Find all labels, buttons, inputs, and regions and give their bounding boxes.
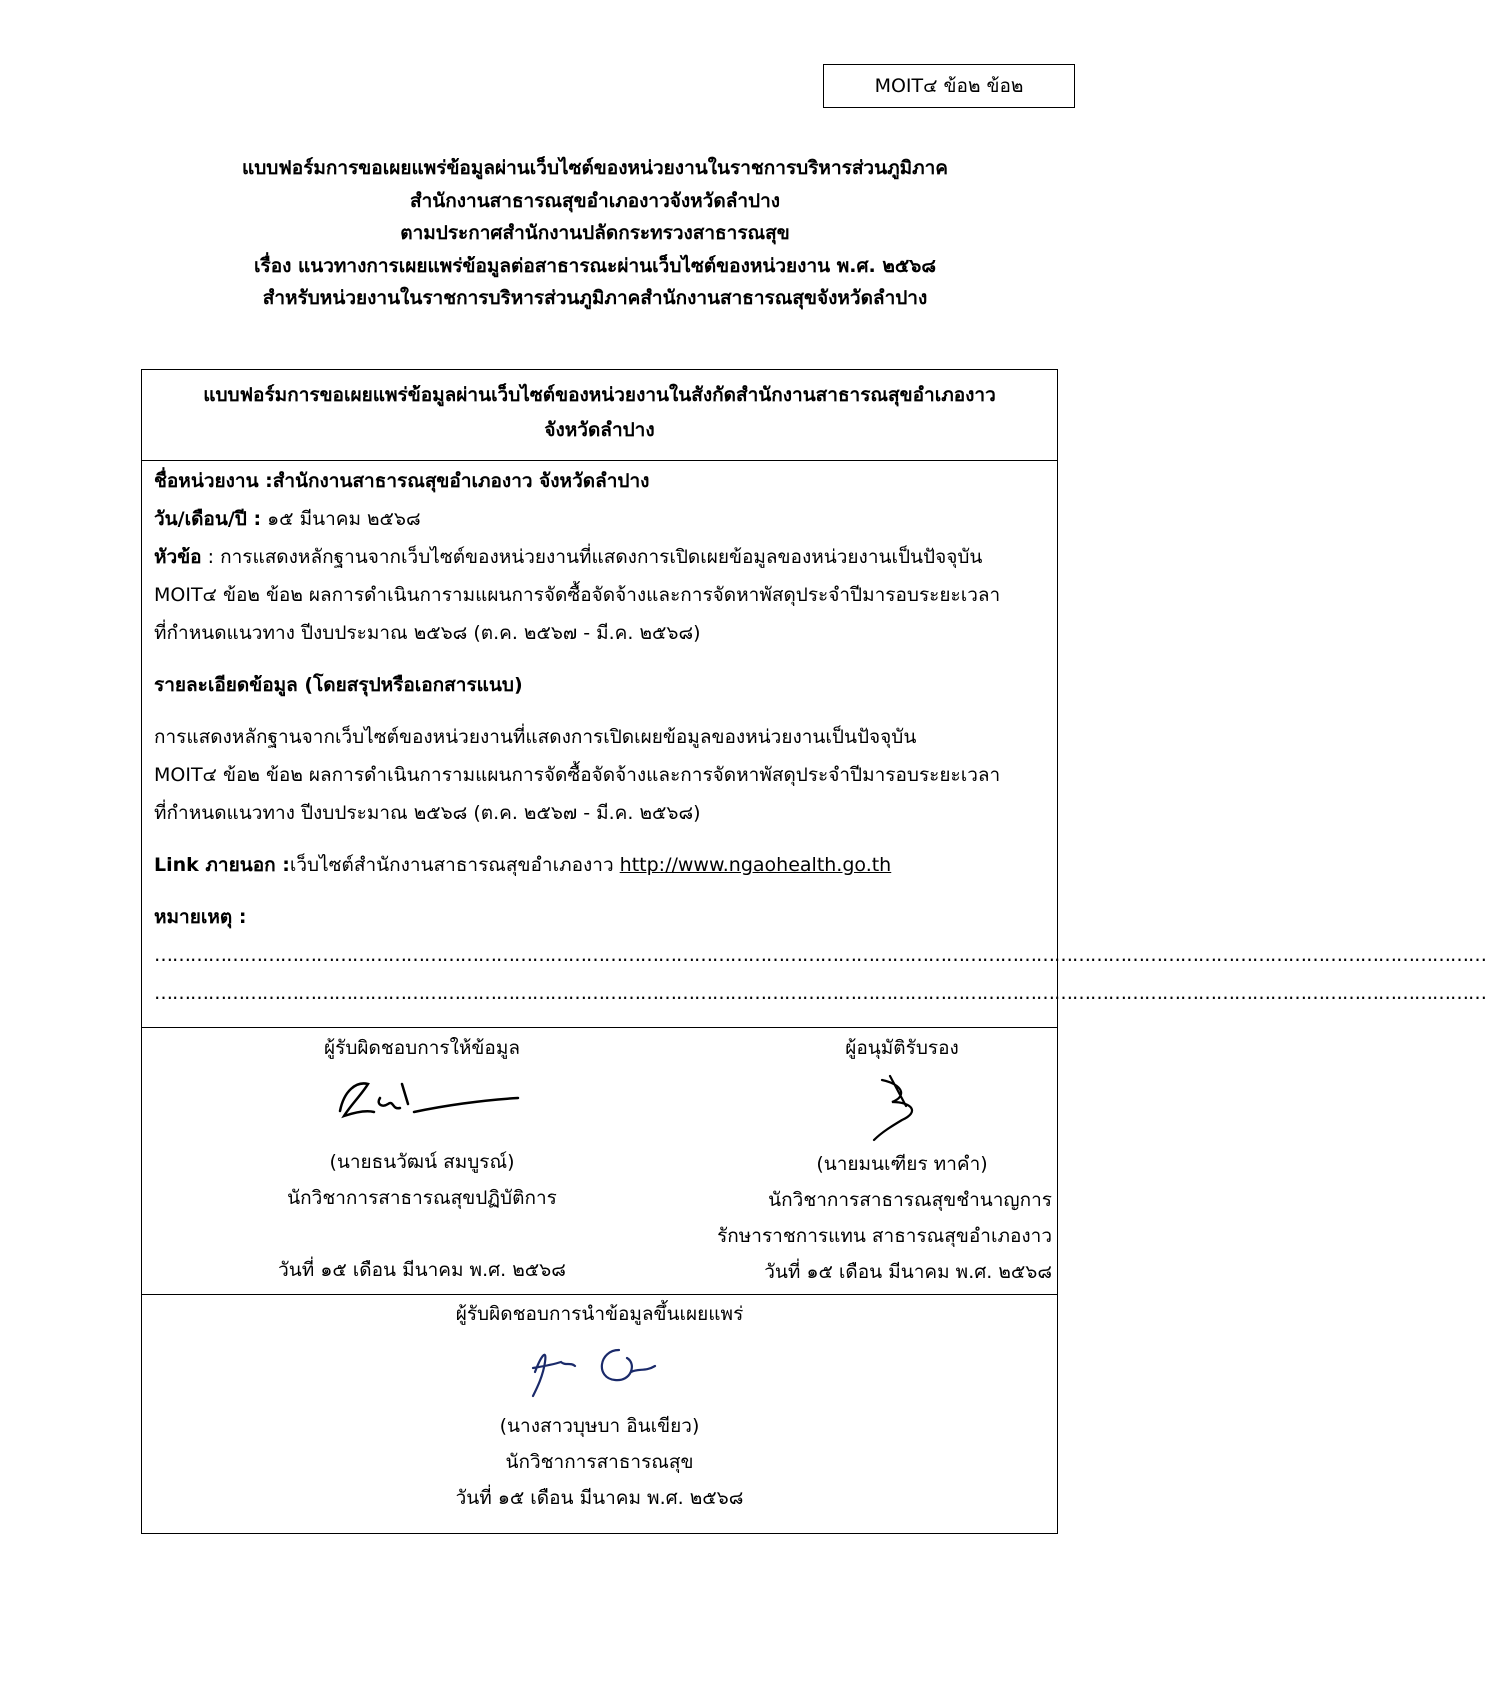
provider-position: นักวิชาการสาธารณสุขปฏิบัติการ [287,1187,557,1209]
provider-date: วันที่ ๑๕ เดือน มีนาคม พ.ศ. ๒๕๖๘ [278,1259,566,1281]
header-line-1: แบบฟอร์มการขอเผยแพร่ข้อมูลผ่านเว็บไซต์ของหน่วยงานในราชการบริหารส่วนภูมิภาค [241,157,949,179]
header-line-2: สำนักงานสาธารณสุขอำเภองาวจังหวัดลำปาง [409,189,781,212]
topic-line-3: ที่กำหนดแนวทาง ปีงบประมาณ ๒๕๖๘ (ต.ค. ๒๕๖๗ - มี.ค. ๒๕๖๘) [154,622,701,644]
approver-role: ผู้อนุมัติรับรอง [845,1037,959,1059]
link-description: เว็บไซต์สำนักงานสาธารณสุขอำเภองาว [289,854,614,876]
approver-position: นักวิชาการสาธารณสุขชำนาญการ [768,1189,1052,1211]
header-line-3: ตามประกาศสำนักงานปลัดกระทรวงสาธารณสุข [400,222,790,244]
topic-line-1 [154,538,1049,576]
provider-role: ผู้รับผิดชอบการให้ข้อมูล [324,1037,520,1059]
website-link[interactable]: http://www.ngaohealth.go.th [619,854,892,876]
divider-title [142,460,1057,461]
publisher-name: (นางสาวบุษบา อินเขียว) [499,1415,700,1437]
details-line-1: การแสดงหลักฐานจากเว็บไซต์ของหน่วยงานที่แสดงการเปิดเผยข้อมูลของหน่วยงานเป็นปัจจุบัน [154,726,917,748]
remarks-dots-2: …………………………………………………………………………………………………………………………………………………………………………………………………… [154,982,1486,1004]
publisher-role: ผู้รับผิดชอบการนำข้อมูลขึ้นเผยแพร่ [455,1303,744,1325]
approver-name: (นายมนเฑียร ทาคำ) [816,1153,988,1175]
document-header [100,152,1090,315]
link-line [154,846,1049,884]
publisher-signature-icon [515,1332,685,1402]
divider-publisher [142,1294,1057,1295]
divider-signatures [142,1027,1057,1028]
link-label: Link ภายนอก : [154,854,290,876]
form-title [142,378,1057,448]
approver-date: วันที่ ๑๕ เดือน มีนาคม พ.ศ. ๒๕๖๘ [764,1261,1052,1283]
header-line-4: เรื่อง แนวทางการเผยแพร่ข้อมูลต่อสาธารณะผ่านเว็บไซต์ของหน่วยงาน พ.ศ. ๒๕๖๘ [254,254,936,277]
document-code-box [823,64,1075,108]
remarks-dots-1: …………………………………………………………………………………………………………………………………………………………………………………………………… [154,944,1486,966]
date-line [154,500,1049,538]
details-line-2: MOIT๔ ข้อ๒ ข้อ๒ ผลการดำเนินการามแผนการจัดซื้อจัดจ้างและการจัดหาพัสดุประจำปีมารอบระยะเวลา [154,764,1001,786]
approver-signature-block [622,1030,1052,1290]
form-title-line-1: แบบฟอร์มการขอเผยแพร่ข้อมูลผ่านเว็บไซต์ของหน่วยงานในสังกัดสำนักงานสาธารณสุขอำเภองาว [203,384,996,406]
date-value: ๑๕ มีนาคม ๒๕๖๘ [267,508,421,530]
request-form [141,369,1486,1534]
document-code: MOIT๔ ข้อ๒ ข้อ๒ [874,75,1024,97]
form-info-section [154,462,1486,1012]
publisher-date: วันที่ ๑๕ เดือน มีนาคม พ.ศ. ๒๕๖๘ [455,1487,744,1509]
provider-signature-block [202,1030,642,1288]
publisher-signature-block [142,1296,1057,1516]
remarks-label: หมายเหตุ : [154,906,247,928]
provider-signature-icon [322,1066,522,1136]
topic-text-1: : การแสดงหลักฐานจากเว็บไซต์ของหน่วยงานที่แสดงการเปิดเผยข้อมูลของหน่วยงานเป็นปัจจุบัน [207,546,983,568]
topic-line-2: MOIT๔ ข้อ๒ ข้อ๒ ผลการดำเนินการามแผนการจัดซื้อจัดจ้างและการจัดหาพัสดุประจำปีมารอบระยะเวลา [154,584,1001,606]
form-title-line-2: จังหวัดลำปาง [544,419,655,441]
details-heading: รายละเอียดข้อมูล (โดยสรุปหรือเอกสารแนบ) [154,674,523,696]
approver-acting: รักษาราชการแทน สาธารณสุขอำเภองาว [717,1225,1052,1247]
provider-name: (นายธนวัฒน์ สมบูรณ์) [329,1151,515,1173]
publisher-position: นักวิชาการสาธารณสุข [505,1451,694,1473]
topic-label: หัวข้อ [154,546,202,568]
date-label: วัน/เดือน/ปี : [154,508,262,530]
details-line-3: ที่กำหนดแนวทาง ปีงบประมาณ ๒๕๖๘ (ต.ค. ๒๕๖๗ - มี.ค. ๒๕๖๘) [154,802,701,824]
header-line-5: สำหรับหน่วยงานในราชการบริหารส่วนภูมิภาคสำนักงานสาธารณสุขจังหวัดลำปาง [262,287,928,309]
agency-line: ชื่อหน่วยงาน :สำนักงานสาธารณสุขอำเภองาว จังหวัดลำปาง [154,470,650,492]
approver-signature-icon [862,1066,942,1146]
